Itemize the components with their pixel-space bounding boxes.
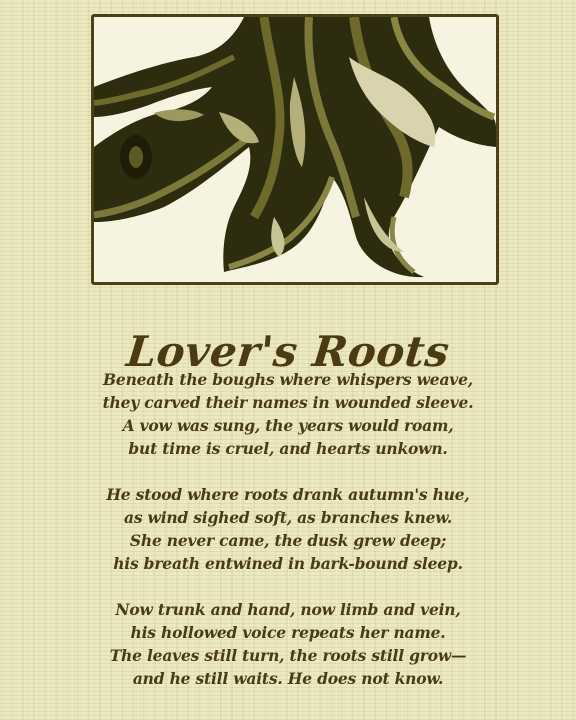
poem-title: Lover's Roots [124, 327, 452, 377]
poem-line: The leaves still turn, the roots still grow— [109, 646, 467, 665]
poem-line: but time is cruel, and hearts unkown. [128, 439, 448, 458]
illustration-frame [91, 14, 499, 285]
stanza [0, 368, 576, 460]
poem-line: and he still waits. He does not know. [132, 669, 444, 688]
poem-line: his breath entwined in bark-bound sleep. [113, 554, 463, 573]
poem-line: Now trunk and hand, now limb and vein, [115, 600, 461, 619]
poem-line: A vow was sung, the years would roam, [122, 416, 454, 435]
poem-line: He stood where roots drank autumn's hue, [106, 485, 470, 504]
poem-line: Beneath the boughs where whispers weave, [103, 370, 473, 389]
poem-line: as wind sighed soft, as branches knew. [123, 508, 453, 527]
poem-body [0, 368, 576, 713]
poem-line: they carved their names in wounded sleeve. [102, 393, 474, 412]
stanza [0, 598, 576, 690]
poem-line: his hollowed voice repeats her name. [130, 623, 446, 642]
tree-roots-illustration [94, 17, 496, 282]
poem-line: She never came, the dusk grew deep; [129, 531, 447, 550]
stanza [0, 483, 576, 575]
